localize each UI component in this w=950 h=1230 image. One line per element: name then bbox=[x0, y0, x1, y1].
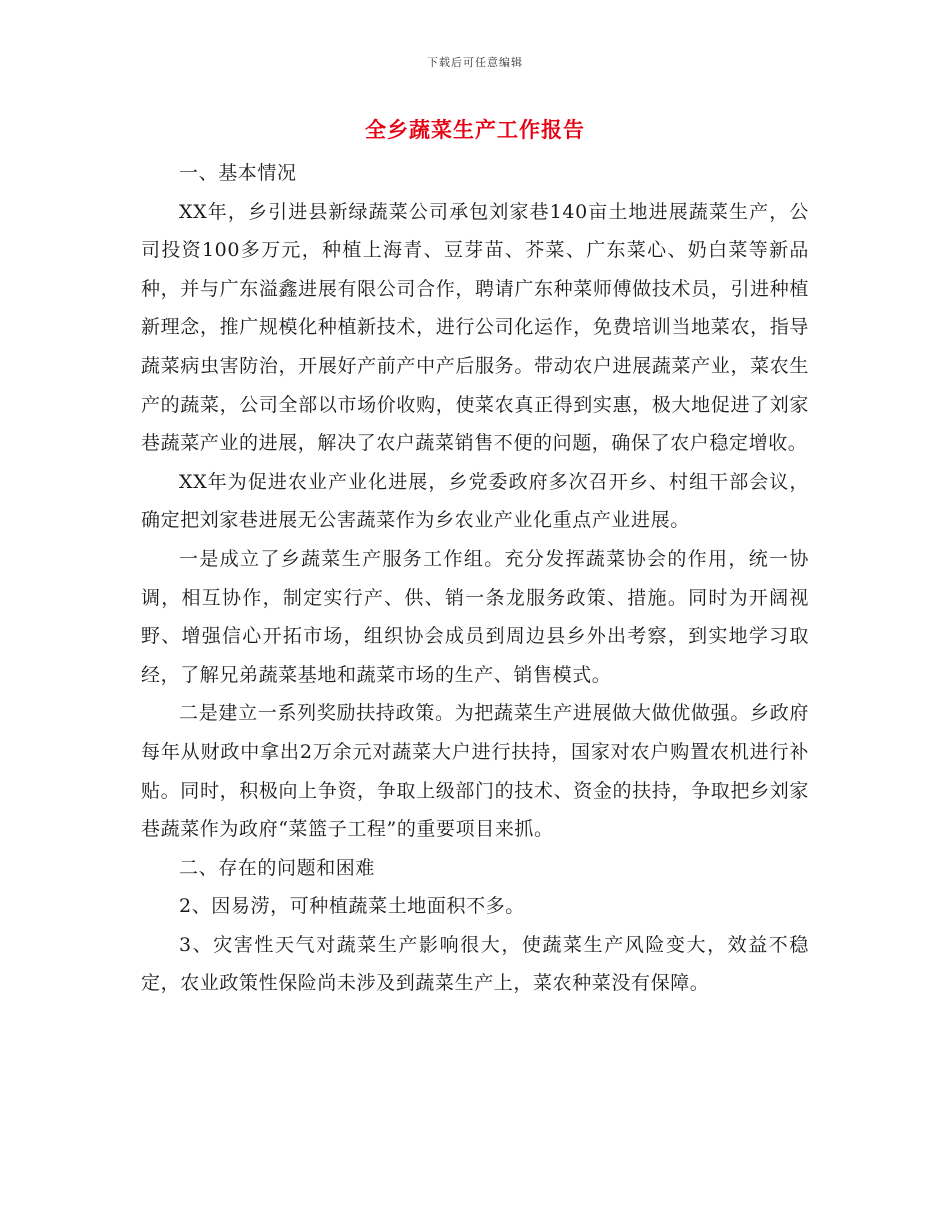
paragraph: 2、因易涝，可种植蔬菜土地面积不多。 bbox=[179, 895, 525, 918]
paragraph: 二是建立一系列奖励扶持政策。为把蔬菜生产进展做大做优做强。乡政府每年从财政中拿出2万余元对蔬菜大户进行扶持，国家对农户购置农机进行补贴。同时，积极向上争资，争取上级部门的技术、资金的扶持，争取把乡刘家巷蔬菜作为政府“菜篮子工程”的重要项目来抓。 bbox=[141, 702, 809, 841]
paragraph: 一是成立了乡蔬菜生产服务工作组。充分发挥蔬菜协会的作用，统一协调，相互协作，制定实行产、供、销一条龙服务政策、措施。同时为开阔视野、增强信心开拓市场，组织协会成员到周边县乡外出考察，到实地学习取经，了解兄弟蔬菜基地和蔬菜市场的生产、销售模式。 bbox=[141, 547, 809, 686]
section-heading: 一、基本情况 bbox=[179, 162, 297, 184]
paragraph: 3、灾害性天气对蔬菜生产影响很大，使蔬菜生产风险变大，效益不稳定，农业政策性保险尚未涉及到蔬菜生产上，菜农种菜没有保障。 bbox=[141, 933, 809, 995]
document-body bbox=[141, 154, 809, 1003]
section-heading: 二、存在的问题和困难 bbox=[179, 856, 376, 879]
paragraph: XX年为促进农业产业化进展，乡党委政府多次召开乡、村组干部会议，确定把刘家巷进展无公害蔬菜作为乡农业产业化重点产业进展。 bbox=[141, 470, 809, 532]
document-title: 全乡蔬菜生产工作报告 bbox=[365, 117, 585, 142]
header-note: 下载后可任意编辑 bbox=[427, 56, 523, 69]
paragraph: XX年，乡引进县新绿蔬菜公司承包刘家巷140亩土地进展蔬菜生产，公司投资100多万元，种植上海青、豆芽苗、芥菜、广东菜心、奶白菜等新品种，并与广东溢鑫进展有限公司合作，聘请广东种菜师傅做技术员，引进种植新理念，推广规模化种植新技术，进行公司化运作，免费培训当地菜农，指导蔬菜病虫害防治，开展好产前产中产后服务。带动农户进展蔬菜产业，菜农生产的蔬菜，公司全部以市场价收购，使菜农真正得到实惠，极大地促进了刘家巷蔬菜产业的进展，解决了农户蔬菜销售不便的问题，确保了农户稳定增收。 bbox=[141, 200, 809, 455]
